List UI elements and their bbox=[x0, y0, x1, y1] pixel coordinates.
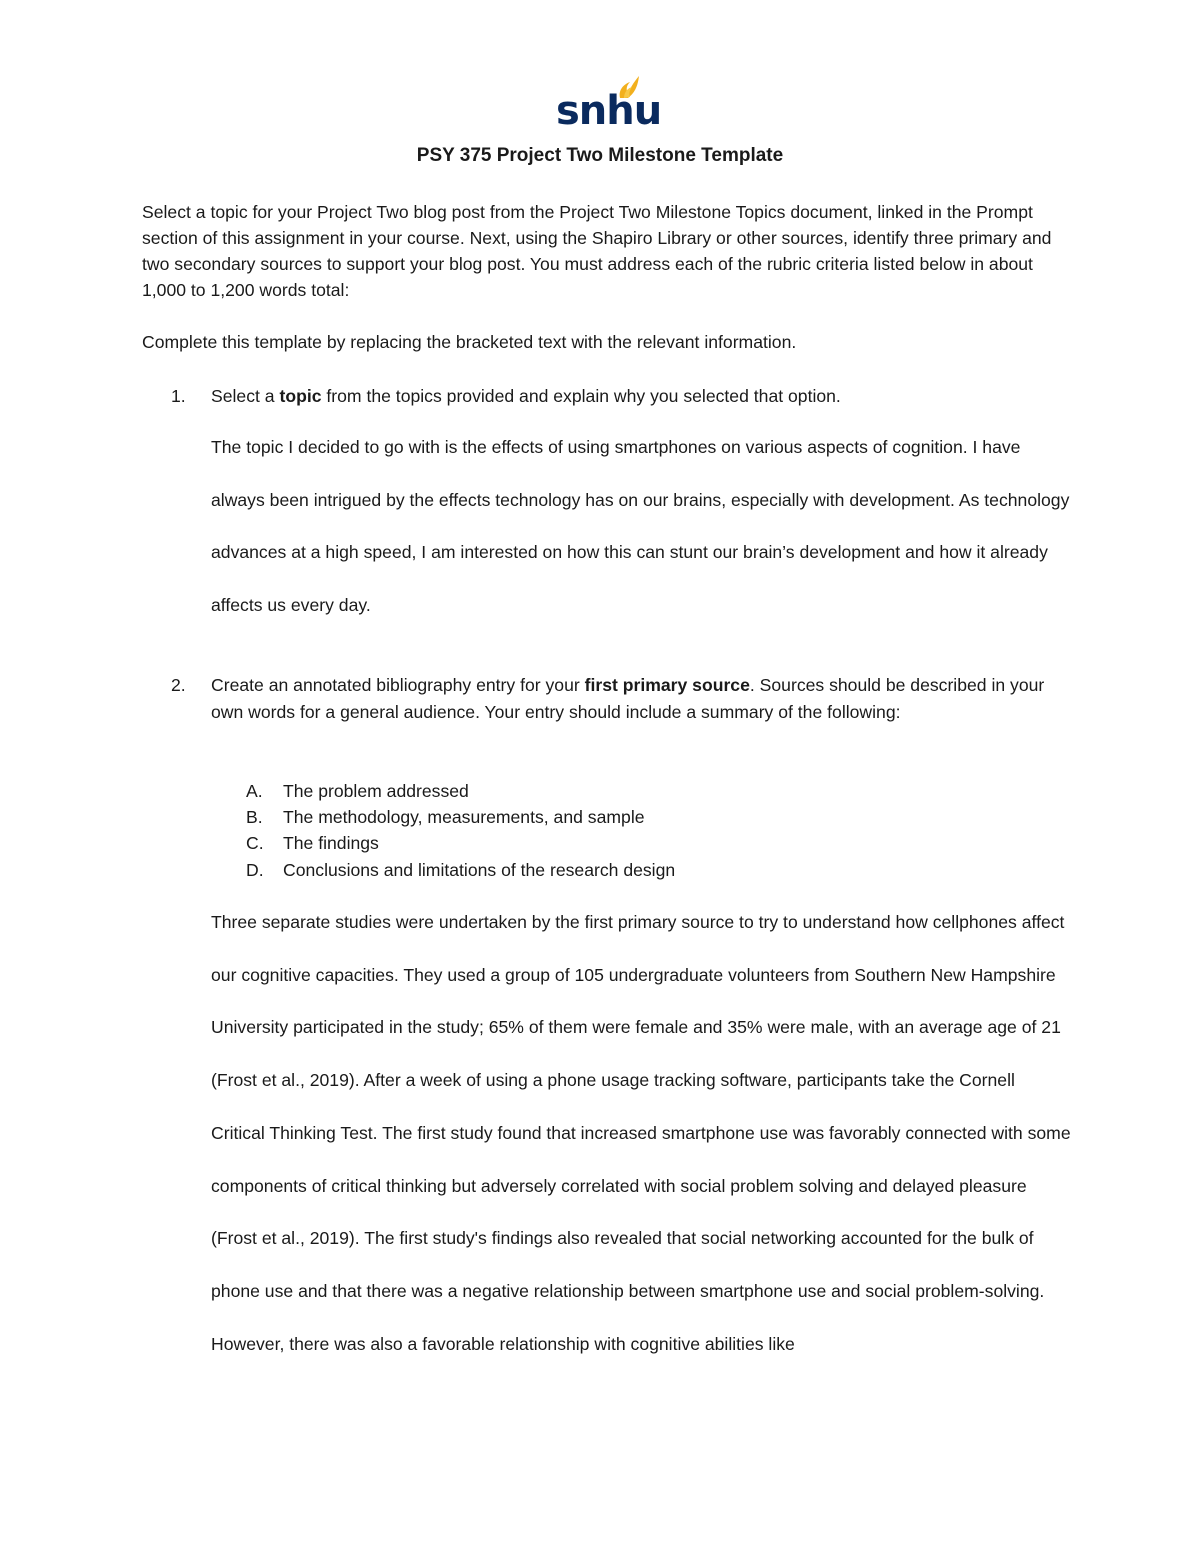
page-title: PSY 375 Project Two Milestone Template bbox=[416, 145, 784, 166]
item-prompt bbox=[211, 383, 1071, 410]
intro-paragraph: Select a topic for your Project Two blog post from the Project Two Milestone Topics document, linked in the Prompt section of this assignment in your course. Next, using the Shapiro Library or other sources, identify three primary and two secondary sources to support your blog post. You must address each of the rubric criteria listed below in about 1,000 to 1,200 words total: bbox=[142, 202, 1052, 300]
prompt-text: Select a bbox=[211, 386, 280, 406]
subitem-text: The findings bbox=[283, 833, 379, 853]
prompt-text: . Sources should be described in your own words for a general audience. Your entry should include a summary of the following: bbox=[211, 675, 1045, 722]
item-prompt bbox=[211, 672, 1071, 725]
item-answer: The topic I decided to go with is the effects of using smartphones on various aspects of cognition. I have always been intrigued by the effects technology has on our brains, especially with development. As technology advances at a high speed, I am interested on how this can stunt our brain’s development and how it already affects us every day. bbox=[211, 437, 1070, 616]
subitem-letter: C. bbox=[246, 833, 264, 853]
snhu-logo bbox=[556, 74, 662, 134]
subitem-text: The problem addressed bbox=[283, 781, 469, 801]
logo-wordmark: snhu bbox=[556, 88, 662, 134]
complete-instruction: Complete this template by replacing the bracketed text with the relevant information. bbox=[142, 332, 797, 352]
item-number: 1. bbox=[171, 386, 186, 406]
subitem-text: The methodology, measurements, and sample bbox=[283, 807, 645, 827]
subitem-letter: B. bbox=[246, 807, 263, 827]
item-number: 2. bbox=[171, 675, 186, 695]
prompt-text: Create an annotated bibliography entry for your bbox=[211, 675, 585, 695]
subitem-text: Conclusions and limitations of the research design bbox=[283, 860, 676, 880]
item-answer: Three separate studies were undertaken by the first primary source to try to understand how cellphones affect our cognitive capacities. They used a group of 105 undergraduate volunteers from Southern New Hampshire University participated in the study; 65% of them were female and 35% were male, with an average age of 21 (Frost et al., 2019). After a week of using a phone usage tracking software, participants take the Cornell Critical Thinking Test. The first study found that increased smartphone use was favorably connected with some components of critical thinking but adversely correlated with social problem solving and delayed pleasure (Frost et al., 2019). The first study's findings also revealed that social networking accounted for the bulk of phone use and that there was a negative relationship between smartphone use and social problem-solving. However, there was also a favorable relationship with cognitive abilities like bbox=[211, 912, 1071, 1354]
subitem-letter: A. bbox=[246, 781, 263, 801]
subitem-letter: D. bbox=[246, 860, 264, 880]
prompt-text: from the topics provided and explain why you selected that option. bbox=[321, 386, 841, 406]
prompt-bold-text: first primary source bbox=[584, 675, 750, 695]
prompt-bold-text: topic bbox=[279, 386, 322, 406]
